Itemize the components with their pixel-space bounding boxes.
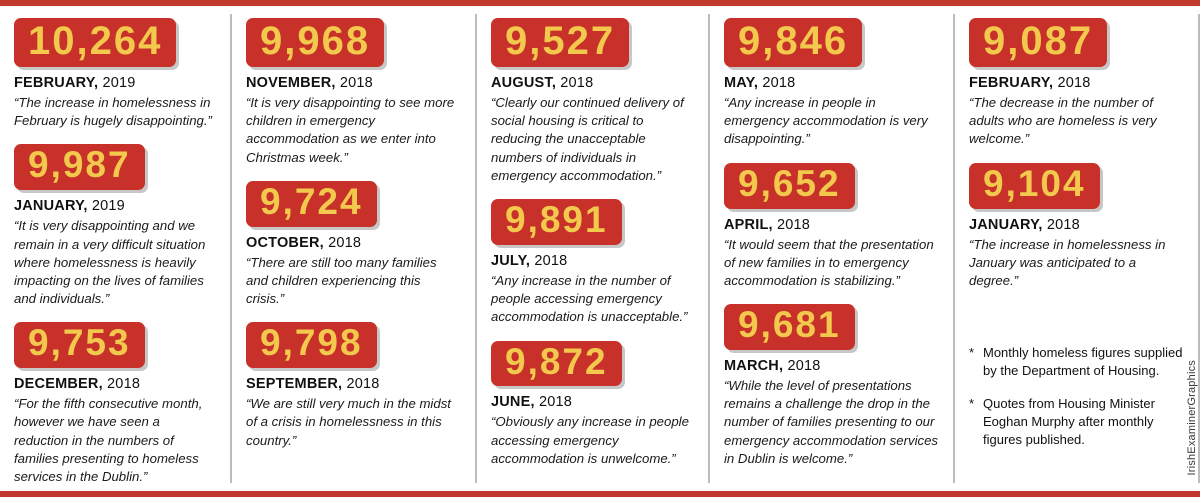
figure-badge: 9,527 — [491, 18, 629, 67]
month-label — [14, 198, 216, 214]
year-value: 2018 — [560, 75, 594, 91]
figure-badge: 9,872 — [491, 341, 622, 387]
year-value: 2018 — [107, 376, 141, 393]
entry-february-2018 — [969, 18, 1184, 149]
quote-text: “While the level of presentations remains a challenge the drop in the number of families presenting to our emergency accommodation services in Dublin is welcome.” — [724, 378, 939, 466]
year-value: 2018 — [346, 376, 380, 393]
year-value: 2018 — [776, 216, 811, 233]
entry-march-2018 — [724, 304, 939, 468]
column-3 — [477, 14, 710, 483]
entry-october-2018 — [246, 181, 461, 309]
figure-badge: 9,846 — [724, 18, 862, 67]
quote-text: “There are still too many families and children experiencing this crisis.” — [246, 254, 437, 307]
quote-text: “Any increase in the number of people accessing emergency accommodation is unacceptable.” — [491, 272, 688, 325]
quote-text: “The decrease in the number of adults who are homeless is very welcome.” — [969, 95, 1157, 147]
figure-badge: 9,087 — [969, 18, 1107, 67]
figure-badge: 9,104 — [969, 163, 1100, 209]
month-name: MARCH, — [724, 358, 784, 374]
month-label — [724, 358, 939, 374]
quote-text: “For the fifth consecutive month, however we have seen a reduction in the numbers of families presenting to homeless services in the Dublin.” — [14, 396, 203, 485]
month-label — [969, 75, 1184, 91]
figure-badge: 9,798 — [246, 322, 377, 368]
asterisk-icon: * — [969, 345, 975, 361]
figure-badge: 9,681 — [724, 304, 855, 350]
graphics-credit: IrishExaminerGraphics — [1186, 359, 1198, 475]
quote-text: “Clearly our continued delivery of social housing is critical to reducing the unacceptable numbers of individuals in emergency accommodation.” — [491, 95, 684, 183]
month-label — [14, 75, 216, 91]
quote-text: “We are still very much in the midst of a crisis in homelessness in this country.” — [246, 396, 451, 448]
month-name: SEPTEMBER, — [246, 376, 343, 393]
month-name: JULY, — [491, 252, 531, 269]
year-value: 2018 — [339, 75, 373, 91]
column-5 — [955, 14, 1200, 483]
month-label — [724, 217, 939, 233]
asterisk-icon: * — [969, 395, 975, 411]
figure-badge: 9,987 — [14, 144, 145, 190]
entry-january-2018 — [969, 163, 1184, 291]
month-name: JANUARY, — [14, 198, 88, 215]
month-name: NOVEMBER, — [246, 75, 336, 91]
entry-april-2018 — [724, 163, 939, 291]
year-value: 2018 — [538, 394, 573, 411]
footnotes — [969, 344, 1184, 449]
figure-badge: 10,264 — [14, 18, 176, 67]
footnote-item — [969, 395, 1184, 450]
quote-text: “It is very disappointing to see more children in emergency accommodation as we enter into Christmas week.” — [246, 95, 455, 165]
quote-text: “The increase in homelessness in February is hugely disappointing.” — [14, 95, 212, 129]
month-label — [491, 394, 694, 410]
figure-badge: 9,753 — [14, 322, 145, 368]
entry-november-2018 — [246, 18, 461, 167]
month-label — [969, 217, 1184, 233]
entry-december-2018 — [14, 322, 216, 486]
year-value: 2018 — [328, 234, 362, 251]
figure-badge: 9,891 — [491, 199, 622, 245]
month-name: JANUARY, — [969, 216, 1043, 233]
footnote-text: Quotes from Housing Minister Eoghan Murphy after monthly figures published. — [983, 395, 1155, 447]
quote-text: “Any increase in people in emergency accommodation is very disappointing.” — [724, 95, 928, 147]
month-name: FEBRUARY, — [14, 75, 99, 91]
quote-text: “It would seem that the presentation of new families in to emergency accommodation is stabilizing.” — [724, 236, 934, 288]
entry-september-2018 — [246, 322, 461, 450]
entry-june-2018 — [491, 341, 694, 469]
month-label — [246, 75, 461, 91]
year-value: 2019 — [91, 198, 125, 215]
month-name: DECEMBER, — [14, 376, 103, 393]
year-value: 2018 — [1046, 216, 1080, 233]
month-label — [491, 75, 694, 91]
year-value: 2018 — [762, 75, 796, 91]
entry-july-2018 — [491, 199, 694, 327]
column-4 — [710, 14, 955, 483]
month-label — [724, 75, 939, 91]
year-value: 2018 — [1057, 75, 1091, 91]
month-name: AUGUST, — [491, 75, 557, 91]
month-name: OCTOBER, — [246, 234, 324, 251]
entry-february-2019 — [14, 18, 216, 130]
quote-text: “It is very disappointing and we remain in a very difficult situation where homelessness is heavily impacting on the lives of families and individuals.” — [14, 218, 206, 307]
month-name: JUNE, — [491, 394, 535, 411]
month-name: APRIL, — [724, 216, 773, 233]
month-name: MAY, — [724, 75, 759, 91]
month-label — [246, 235, 461, 251]
figure-badge: 9,652 — [724, 163, 855, 209]
month-label — [246, 376, 461, 392]
quote-text: “Obviously any increase in people accessing emergency accommodation is unwelcome.” — [491, 414, 689, 466]
year-value: 2019 — [102, 75, 136, 91]
figure-badge: 9,968 — [246, 18, 384, 67]
entry-january-2019 — [14, 144, 216, 308]
year-value: 2018 — [534, 252, 568, 269]
column-2 — [232, 14, 477, 483]
month-label — [491, 253, 694, 269]
figure-badge: 9,724 — [246, 181, 377, 227]
quote-text: “The increase in homelessness in January was anticipated to a degree.” — [969, 236, 1166, 288]
footnote-text: Monthly homeless figures supplied by the Department of Housing. — [983, 345, 1183, 379]
month-name: FEBRUARY, — [969, 75, 1054, 91]
entry-may-2018 — [724, 18, 939, 149]
entry-august-2018 — [491, 18, 694, 185]
footnote-item — [969, 344, 1184, 380]
column-1 — [0, 14, 232, 483]
month-label — [14, 376, 216, 392]
year-value: 2018 — [787, 358, 821, 374]
